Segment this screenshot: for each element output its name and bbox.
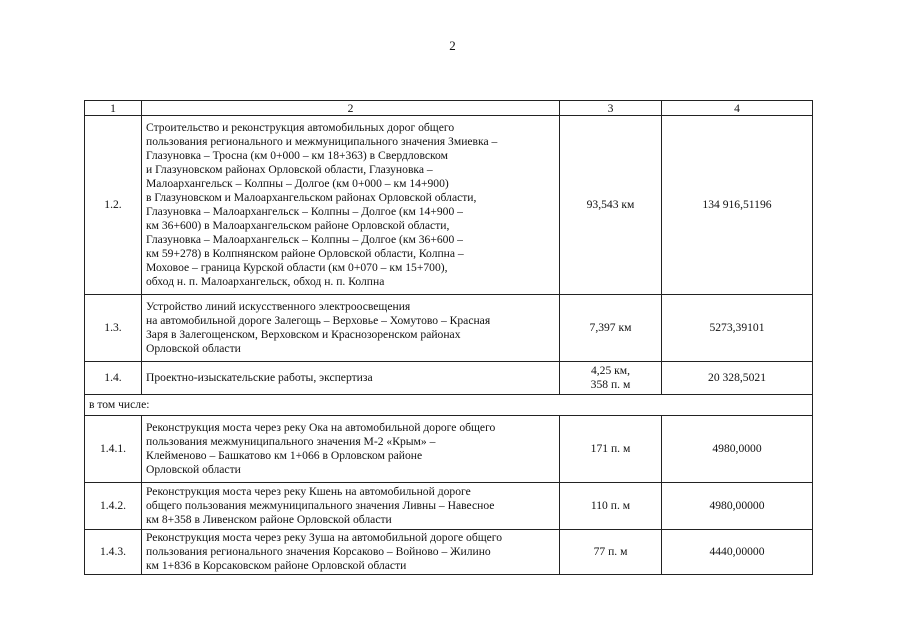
row-cost: 134 916,51196 bbox=[662, 116, 813, 295]
data-table bbox=[84, 100, 813, 575]
row-number: 1.4.3. bbox=[85, 530, 142, 575]
row-length: 93,543 км bbox=[560, 116, 662, 295]
row-length: 4,25 км, 358 п. м bbox=[560, 362, 662, 395]
table-header-row bbox=[85, 101, 813, 116]
row-description: Проектно-изыскательские работы, экспертиза bbox=[142, 362, 560, 395]
row-cost: 4440,00000 bbox=[662, 530, 813, 575]
row-number: 1.4.2. bbox=[85, 483, 142, 530]
table-row bbox=[85, 362, 813, 395]
row-description: Реконструкция моста через реку Зуша на автомобильной дороге общего пользования регионального значения Корсаково – Войново – Жилино км 1+836 в Корсаковском районе Орловской области bbox=[142, 530, 560, 575]
row-cost: 4980,0000 bbox=[662, 416, 813, 483]
column-header-3: 3 bbox=[560, 101, 662, 116]
row-cost: 5273,39101 bbox=[662, 295, 813, 362]
table-row bbox=[85, 416, 813, 483]
row-cost: 4980,00000 bbox=[662, 483, 813, 530]
row-cost: 20 328,5021 bbox=[662, 362, 813, 395]
row-length: 7,397 км bbox=[560, 295, 662, 362]
row-description: Реконструкция моста через реку Ока на автомобильной дороге общего пользования межмуниципального значения М-2 «Крым» – Клейменово – Башкатово км 1+066 в Орловском районе Орловской области bbox=[142, 416, 560, 483]
column-header-4: 4 bbox=[662, 101, 813, 116]
row-number: 1.3. bbox=[85, 295, 142, 362]
table-row bbox=[85, 530, 813, 575]
row-length: 171 п. м bbox=[560, 416, 662, 483]
table-subheading-row bbox=[85, 395, 813, 416]
row-description: Устройство линий искусственного электроосвещения на автомобильной дороге Залегощь – Верховье – Хомутово – Красная Заря в Залегощенском, Верховском и Краснозоренском районах Орловской области bbox=[142, 295, 560, 362]
column-header-2: 2 bbox=[142, 101, 560, 116]
row-number: 1.2. bbox=[85, 116, 142, 295]
row-number: 1.4. bbox=[85, 362, 142, 395]
table-row bbox=[85, 295, 813, 362]
page-number: 2 bbox=[449, 38, 456, 53]
table-row bbox=[85, 483, 813, 530]
row-description: Реконструкция моста через реку Кшень на автомобильной дороге общего пользования межмуниципального значения Ливны – Навесное км 8+358 в Ливенском районе Орловской области bbox=[142, 483, 560, 530]
table-row bbox=[85, 116, 813, 295]
row-length: 77 п. м bbox=[560, 530, 662, 575]
row-length: 110 п. м bbox=[560, 483, 662, 530]
row-number: 1.4.1. bbox=[85, 416, 142, 483]
table-subheading: в том числе: bbox=[85, 395, 813, 416]
column-header-1: 1 bbox=[85, 101, 142, 116]
row-description: Строительство и реконструкция автомобильных дорог общего пользования регионального и межмуниципального значения Змиевка – Глазуновка – Тросна (км 0+000 – км 18+363) в Свердловском и Глазуновском районах Орловской области, Глазуновка – Малоархангельск – Колпны – Долгое (км 0+000 – км 14+900) в Глазуновском и Малоархангельском районах Орловской области, Глазуновка – Малоархангельск – Колпны – Долгое (км 14+900 – км 36+600) в Малоархангельском районе Орловской области, Глазуновка – Малоархангельск – Колпны – Долгое (км 36+600 – км 59+278) в Колпнянском районе Орловской области, Колпна – Моховое – граница Курской области (км 0+070 – км 15+700), обход н. п. Малоархангельск, обход н. п. Колпна bbox=[142, 116, 560, 295]
